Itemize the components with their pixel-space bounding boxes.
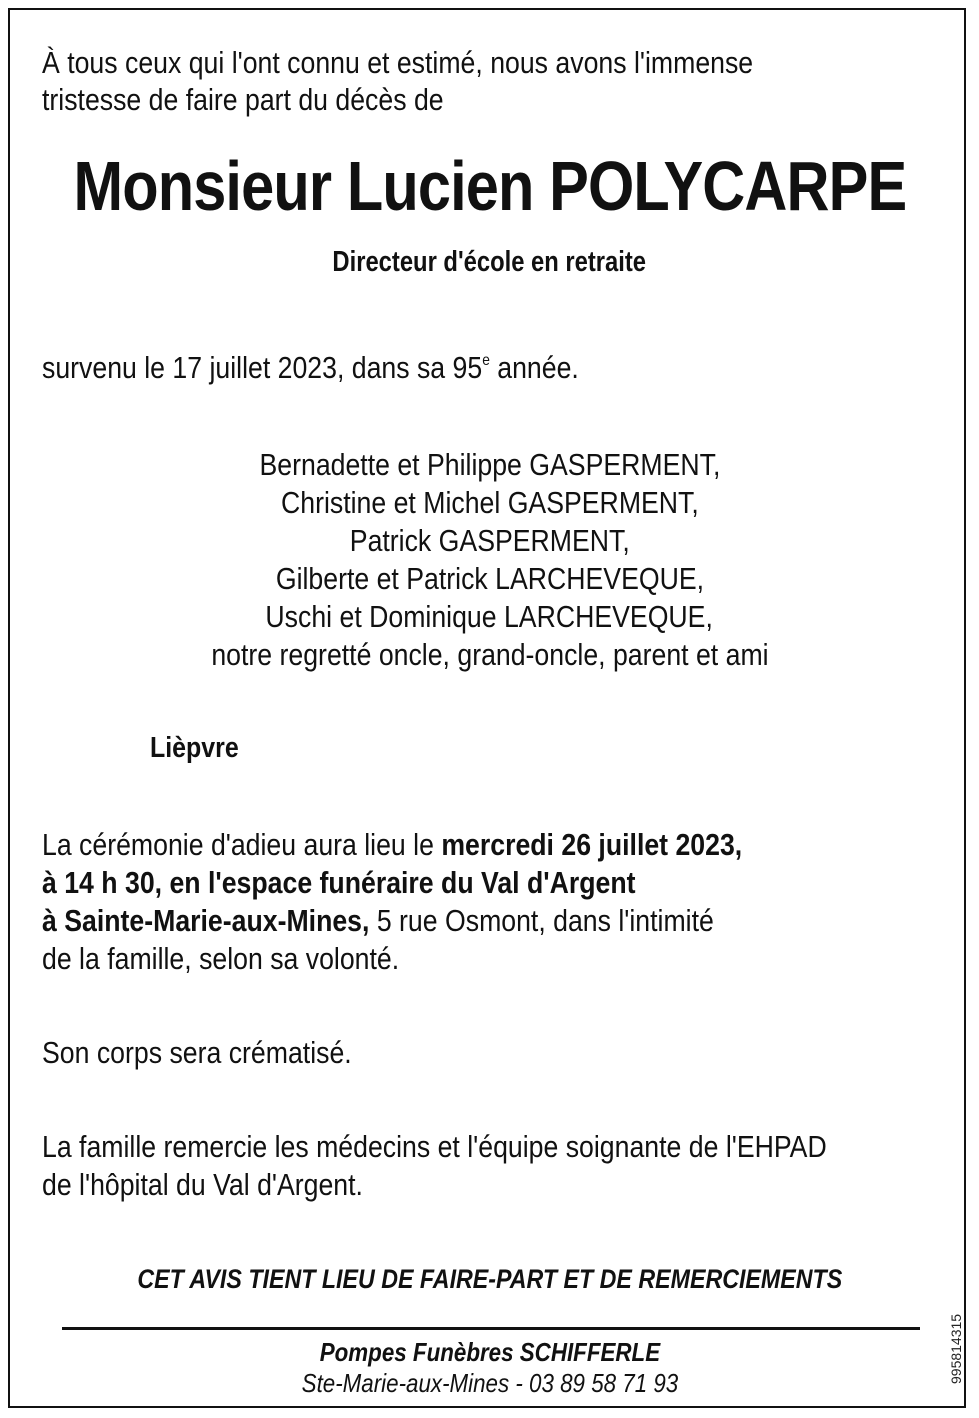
deceased-title-text: Directeur d'école en retraite (332, 246, 647, 278)
cremation-note: Son corps sera crématisé. (42, 1035, 352, 1070)
thanks-text (42, 1128, 827, 1204)
family-member (0, 446, 979, 484)
deceased-name-text: Monsieur Lucien POLYCARPE (73, 147, 907, 225)
notice-statement (0, 1264, 979, 1295)
thanks-line-1: La famille remercie les médecins et l'équipe soignante de l'EHPAD (42, 1129, 827, 1164)
deceased-title (0, 246, 979, 279)
ceremony-text: La cérémonie d'adieu aura lieu le (42, 827, 442, 862)
divider (62, 1327, 920, 1330)
thanks-line-2: de l'hôpital du Val d'Argent. (42, 1167, 363, 1202)
family-member-text: Uschi et Dominique LARCHEVEQUE, (265, 599, 714, 634)
ceremony-line-4: de la famille, selon sa volonté. (42, 941, 400, 976)
ceremony-line-2: à 14 h 30, en l'espace funéraire du Val d'Argent (42, 865, 636, 900)
funeral-home-name-text: Pompes Funèbres SCHIFFERLE (319, 1337, 660, 1367)
ceremony-town: à Sainte-Marie-aux-Mines, (42, 903, 370, 938)
funeral-home-name (0, 1337, 979, 1368)
family-member-text: Bernadette et Philippe GASPERMENT, (259, 447, 720, 482)
family-member-text: Christine et Michel GASPERMENT, (280, 485, 699, 520)
ceremony-address: 5 rue Osmont, dans l'intimité (369, 903, 714, 938)
ceremony-line-1 (42, 826, 742, 864)
intro-line-1: À tous ceux qui l'ont connu et estimé, nous avons l'immense (42, 45, 754, 80)
family-member (0, 636, 979, 674)
intro-line-2: tristesse de faire part du décès de (42, 82, 444, 117)
intro-text (42, 44, 753, 118)
family-member (0, 598, 979, 636)
ceremony-date: mercredi 26 juillet 2023, (441, 827, 743, 862)
funeral-home-contact-text: Ste-Marie-aux-Mines - 03 89 58 71 93 (301, 1368, 678, 1398)
death-date-prefix: survenu le 17 juillet 2023, dans sa 95 (42, 350, 483, 385)
family-member (0, 560, 979, 598)
family-member-text: notre regretté oncle, grand-oncle, parent et ami (210, 637, 769, 672)
notice-statement-text: CET AVIS TIENT LIEU DE FAIRE-PART ET DE REMERCIEMENTS (137, 1264, 842, 1294)
reference-number: 995814315 (948, 1313, 964, 1384)
ceremony-details (42, 826, 742, 978)
death-date-suffix: année. (489, 350, 579, 385)
deceased-name (0, 146, 979, 226)
funeral-home-contact (0, 1368, 979, 1399)
family-member (0, 522, 979, 560)
place-name: Lièpvre (150, 732, 239, 764)
death-date-superscript: e (482, 352, 490, 369)
family-member-text: Gilberte et Patrick LARCHEVEQUE, (275, 561, 704, 596)
family-member-text: Patrick GASPERMENT, (349, 523, 630, 558)
death-date (42, 350, 579, 386)
family-list (0, 446, 979, 674)
ceremony-line-3 (42, 902, 742, 940)
family-member (0, 484, 979, 522)
